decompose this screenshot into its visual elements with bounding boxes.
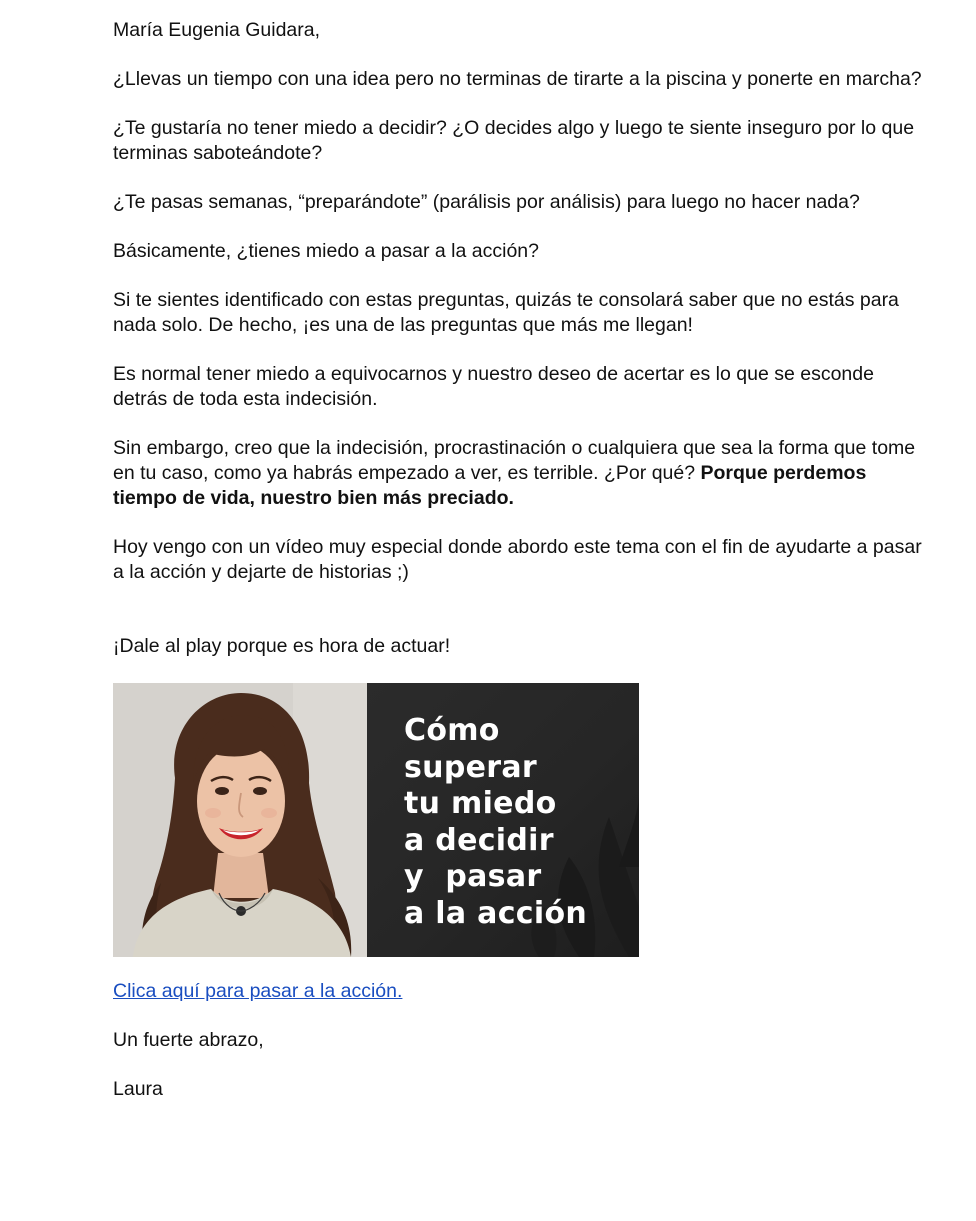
emphasis-bold-text: Porque perdemos tiempo de vida, nuestro bien más preciado. bbox=[113, 462, 867, 509]
cta-paragraph bbox=[113, 979, 923, 1004]
closing-text: Un fuerte abrazo, bbox=[113, 1029, 264, 1051]
thumbnail-title-line: Cómo bbox=[404, 713, 500, 748]
thumbnail-title-line: a la acción bbox=[404, 895, 588, 931]
thumbnail-title-panel bbox=[367, 683, 639, 957]
email-body bbox=[113, 18, 923, 1126]
email-greeting: María Eugenia Guidara, bbox=[113, 19, 321, 41]
thumbnail-title-line: y pasar bbox=[404, 859, 542, 894]
thumbnail-title-line: tu miedo bbox=[404, 786, 557, 821]
play-prompt-text: ¡Dale al play porque es hora de actuar! bbox=[113, 635, 451, 657]
email-paragraph: Básicamente, ¿tienes miedo a pasar a la acción? bbox=[113, 240, 539, 262]
email-paragraph: Es normal tener miedo a equivocarnos y nuestro deseo de acertar es lo que se esconde detrás de toda esta indecisión. bbox=[113, 363, 874, 410]
email-paragraph: Si te sientes identificado con estas preguntas, quizás te consolará saber que no estás para nada solo. De hecho, ¡es una de las preguntas que más me llegan! bbox=[113, 289, 899, 336]
video-thumbnail[interactable] bbox=[113, 683, 639, 957]
email-paragraph: ¿Te pasas semanas, “preparándote” (parálisis por análisis) para luego no hacer nada? bbox=[113, 191, 860, 213]
email-paragraph: ¿Te gustaría no tener miedo a decidir? ¿O decides algo y luego te siente inseguro por lo que terminas saboteándote? bbox=[113, 117, 915, 164]
email-paragraph: ¿Llevas un tiempo con una idea pero no terminas de tirarte a la piscina y ponerte en marcha? bbox=[113, 68, 922, 90]
video-intro-text: Hoy vengo con un vídeo muy especial donde abordo este tema con el fin de ayudarte a pasar a la acción y dejarte de historias ;) bbox=[113, 536, 922, 583]
presenter-photo bbox=[113, 683, 367, 957]
thumbnail-title-line: a decidir bbox=[404, 822, 554, 858]
emphasis-lead-text: Sin embargo, creo que la indecisión, procrastinación o cualquiera que sea la forma que tome en tu caso, como ya habrás empezado a ver, es terrible. ¿Por qué? bbox=[113, 437, 916, 484]
signature-text: Laura bbox=[113, 1078, 163, 1100]
thumbnail-title bbox=[404, 713, 629, 932]
email-emphasis-paragraph bbox=[113, 436, 923, 511]
presenter-illustration bbox=[113, 683, 367, 957]
thumbnail-title-line: superar bbox=[404, 749, 537, 785]
cta-link[interactable]: Clica aquí para pasar a la acción. bbox=[113, 980, 403, 1002]
